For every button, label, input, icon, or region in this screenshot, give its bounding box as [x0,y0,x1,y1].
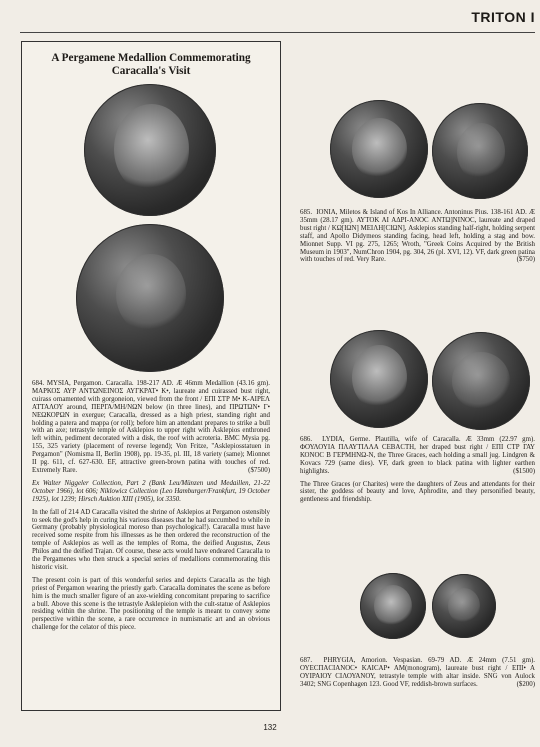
feature-paragraph-2: The present coin is part of this wonderful series and depicts Caracalla as the high priest of Pergamon wearing the priestly garb. Caracalla dominates the scene as before him is the much smaller figure of an axe-wielding concomitant preparing to sacrifice a bull. Above this scene is the tetrastyle Asklepieion with the cult-statue of Asklepios residing within the shrine. The positioning of the temple is meant to convey some perspective within the scene, a rare occurrence in numismatic art and an obvious challenge for the celator of this piece. [32,576,270,632]
lot-686-price: ($1500) [513,467,535,475]
lot-685-price: ($750) [516,256,535,264]
lot-687-obverse-image [360,573,426,639]
lot-684-price: ($7500) [248,466,270,474]
lot-687-price: ($200) [516,680,535,688]
lot-687-reverse-image [432,574,496,638]
lot-685-obverse-image [330,100,428,198]
lot-686-reverse-image [432,332,530,430]
lot-685 [300,209,535,264]
medallion-obverse-image [84,84,216,216]
lot-686 [300,436,535,504]
feature-box [21,41,281,711]
feature-title-line2: Caracalla's Visit [111,65,191,77]
header-rule [20,32,535,33]
lot-686-description: 686. LYDIA, Germe. Plautilla, wife of Caracalla. Æ 33mm (22.97 gm). ΦΟΥΛΟΥΙΑ ΠΛΑΥΤΙΛΛΑ CΕΒΑCΤΗ, her draped bust right / ΕΠΙ CΤΡ ΓΑΥ ΚΟΝΟC Β ΓΕΡΜΗΝΩ-Ν, the Three Graces, each holding a small jug. Lindgren & Kovacs 729 (same dies). VF, dark green to black patina with lighter earthen highlights. ($1500) [300,436,535,475]
lot-684-description: 684. MYSIA, Pergamon. Caracalla. 198-217 AD. Æ 46mm Medallion (43.16 gm). ΜΑΡΚΟΣ ΑΥΡ ΑΝΤΩΝΕΙΝΟΣ ΑΥΓΚΡΑΤ• Κ•, laureate and cuirassed bust right, cuirass ornamented with gorgoneion, viewed from the front / ΕΠΙ ΣΤΡ Μ• Κ-ΑΙΡΕΛ ΑΤΤΑΛΟΥ around, ΠΕΡΓΑ/ΜΗ/ΝΩΝ below (in three lines), and ΠΡΩΤΩΝ• Γ• ΝΕΩΚΟΡΩΝ in exergue; Caracalla, dressed as a high priest, standing right and holding a patera and mappa (or roll); before him an attendant prepares to strike a bull with an axe; tetrastyle temple of Asklepios to upper right with Asklepios enthroned left within, pediment decorated with a disk, the roof with acroteria. BMC Mysia pg. 155, 325 variety (placement of reverse legend); Von Fritze, "Asklepiosstatuen in Pergamon" (Nomisma II, Berlin 1908), pp. 19-35, pl. III, 18 variety (same); Mionnet II pg. 611, cf. 627-630. EF, attractive green-brown patina with touches of red. Extremely Rare. ($7500) [32,380,270,474]
lot-686-note: The Three Graces (or Charites) were the daughters of Zeus and attendants for their sister, the goddess of beauty and love, Aphrodite, and they personified beauty, gentleness and friendship. [300,480,535,504]
lot-684-provenance: Ex Walter Niggeler Collection, Part 2 (Bank Leu/Münzen und Medaillen, 21-22 October 1966), lot 606; Niklowicz Collection (Leo Hamburger/Frankfurt, 19 October 1925), lot 1239; Hirsch Auktion XIII (1905), lot 3350. [32,479,270,503]
lot-687-description: 687. PHRYGIA, Amorion. Vespasian. 69-79 AD. Æ 24mm (7.51 gm). ΟΥΕCΠΑCΙΑΝΟC• ΚΑΙCΑΡ• ΑΜ(monogram), laureate bust right / ΕΠΙ• Α ΟΥΙΡΑΙΟΥ CΙΛΟΥΑΝΟΥ, tetrastyle temple with altar inside. SNG von Aulock 3402; SNG Copenhagen 123. Good VF, reddish-brown surfaces. ($200) [300,657,535,688]
lot-687 [300,657,535,689]
catalog-title: TRITON I [471,9,535,25]
medallion-images [32,84,270,374]
feature-paragraph-1: In the fall of 214 AD Caracalla visited the shrine of Asklepios at Pergamon ostensibly to seek the god's help in curing his various diseases that he had succumbed to while in Germany (probably physiological moreso than psychological!). Caracalla must have received some respite from his illnesses as he then ordered the reconstruction of the temple of Asklepios as well as the temples of Roma, the deified Augustus, Zeus Philos and the deified Trajan. Of course, these acts would have endeared Caracalla to the Pergamenes who then struck a special series of medallions commemorating this historic visit. [32,508,270,571]
medallion-reverse-image [76,224,224,372]
lot-686-obverse-image [330,330,428,428]
lot-685-reverse-image [432,103,528,199]
feature-title [32,52,270,78]
feature-title-line1: A Pergamene Medallion Commemorating [51,52,251,64]
lot-685-description: 685. IONIA, Miletos & Island of Kos In Alliance. Antoninus Pius. 138-161 AD. Æ 35mm (28.17 gm). ΑΥΤΟΚ ΑΙ ΑΔΡΙ-ΑΝΟC ΑΝΤΩ]ΝΙΝΟC, laureate and draped bust right / ΚΩ[ΙΩΝ] ΜΕΙΛΗ[CΙΩΝ], Asklepios standing half-right, holding serpent staff, and Apollo Didymeos standing facing, head left, holding a stag and bow. Mionnet Supp. VI pg. 275, 1265; Wroth, "Greek Coins Acquired by the British Museum in 1903", NumChron 1904, pg. 304, 26 (pl. XVI, 12). VF, dark green patina with touches of red. Very Rare. ($750) [300,209,535,264]
page-number: 132 [263,723,277,732]
